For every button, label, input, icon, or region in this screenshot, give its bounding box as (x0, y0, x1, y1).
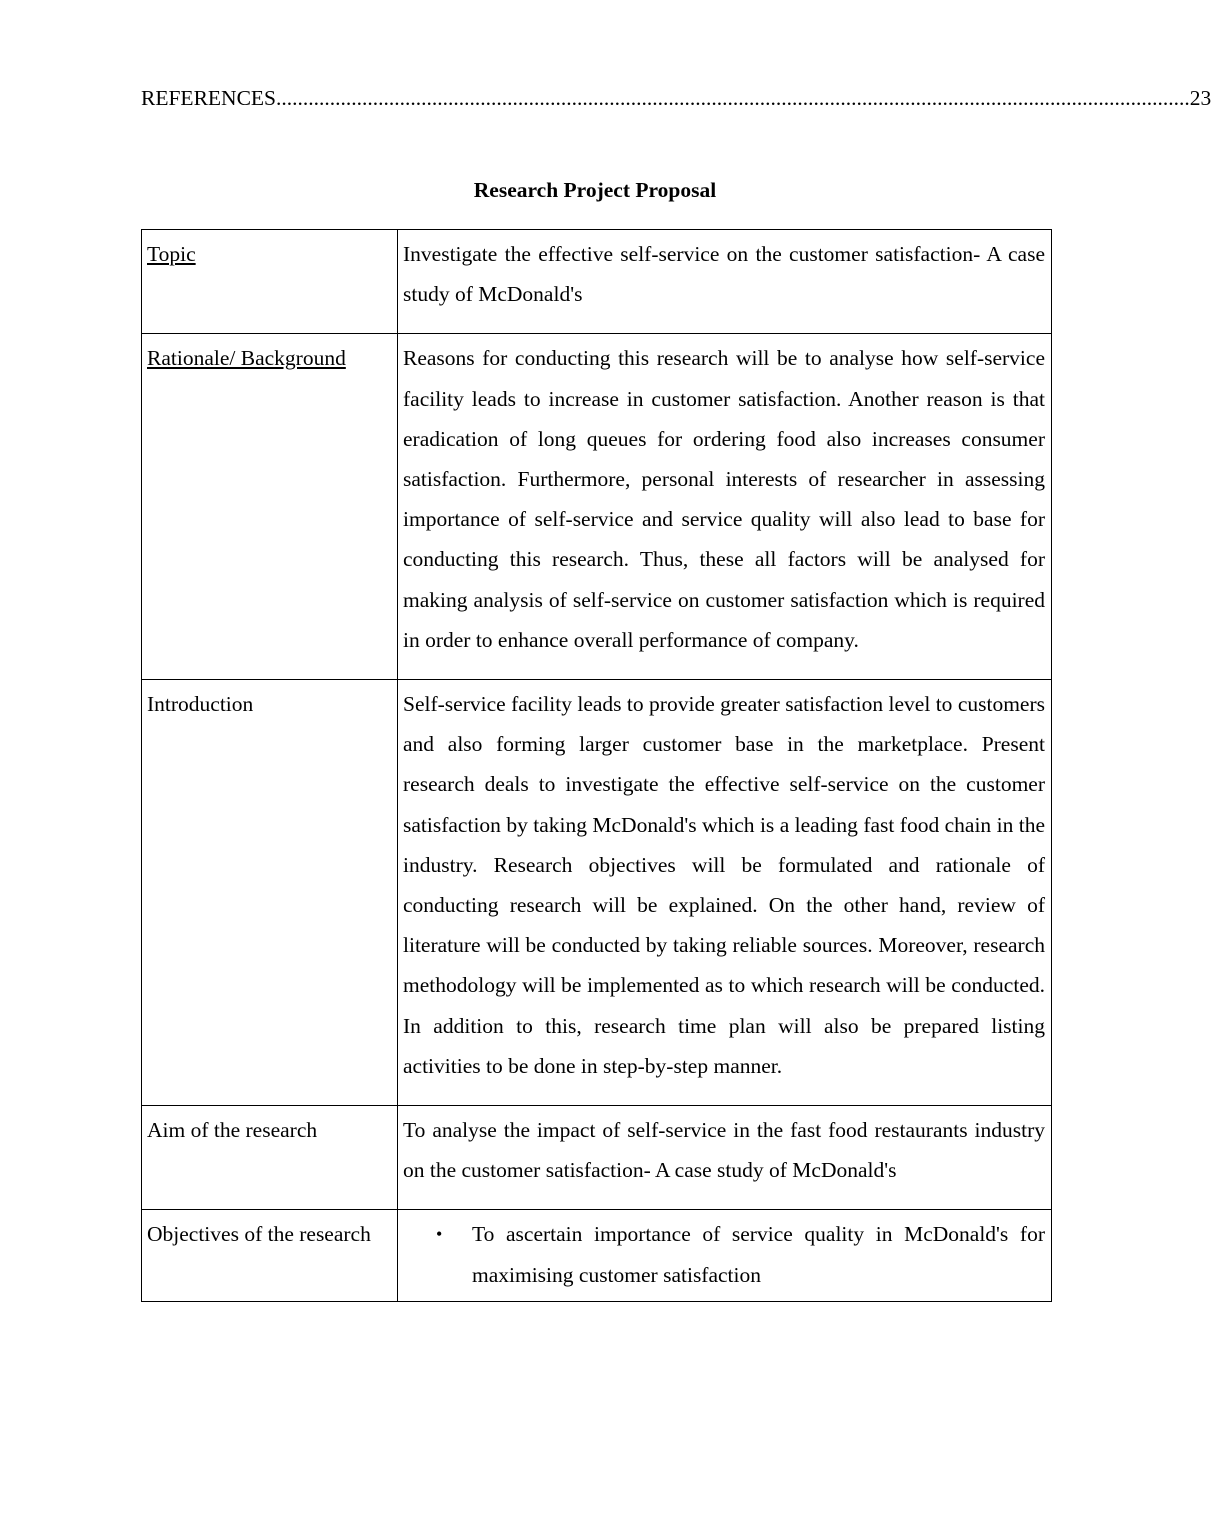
objective-text: To ascertain importance of service quality in McDonald's for maximising customer satisfaction (472, 1222, 1045, 1287)
proposal-table (141, 229, 1052, 1302)
row-content-introduction: Self-service facility leads to provide greater satisfaction level to customers and also forming larger customer base in the marketplace. Present research deals to investigate the effective self-service on the customer satisfaction by taking McDonald's which is a leading fast food chain in the industry. Research objectives will be formulated and rationale of conducting research will be explained. On the other hand, review of literature will be conducted by taking reliable sources. Moreover, research methodology will be implemented as to which research will be conducted. In addition to this, research time plan will also be prepared listing activities to be done in step-by-step manner. (398, 680, 1052, 1106)
row-label-introduction: Introduction (142, 680, 398, 1106)
table-row-rationale (142, 334, 1052, 680)
toc-leader-dots: .......................................................................................................................................................................... (276, 86, 1190, 110)
list-item (436, 1214, 1045, 1294)
table-row-objectives (142, 1210, 1052, 1301)
page-title: Research Project Proposal (473, 178, 717, 202)
objectives-list (403, 1214, 1045, 1294)
row-content-topic: Investigate the effective self-service on the customer satisfaction- A case study of McDonald's (398, 230, 1052, 334)
row-label-objectives: Objectives of the research (142, 1210, 398, 1301)
row-label-aim: Aim of the research (142, 1106, 398, 1210)
row-content-rationale: Reasons for conducting this research will be to analyse how self-service facility leads to increase in customer satisfaction. Another reason is that eradication of long queues for ordering food also increases consumer satisfaction. Furthermore, personal interests of researcher in assessing importance of self-service and service quality will also lead to base for conducting this research. Thus, these all factors will be analysed for making analysis of self-service on customer satisfaction which is required in order to enhance overall performance of company. (398, 334, 1052, 680)
row-label-rationale: Rationale/ Background (147, 346, 346, 371)
toc-page-number: 23 (1189, 86, 1211, 110)
bullet-icon: • (436, 1224, 443, 1245)
toc-label: REFERENCES (141, 86, 276, 110)
table-row-introduction (142, 680, 1052, 1106)
row-content-aim: To analyse the impact of self-service in the fast food restaurants industry on the customer satisfaction- A case study of McDonald's (398, 1106, 1052, 1210)
row-content-objectives (398, 1210, 1052, 1301)
row-label-cell (142, 230, 398, 334)
toc-entry-references (141, 86, 1211, 114)
table-row-topic (142, 230, 1052, 334)
table-row-aim (142, 1106, 1052, 1210)
row-label-topic: Topic (147, 242, 196, 266)
row-label-cell (142, 334, 398, 680)
